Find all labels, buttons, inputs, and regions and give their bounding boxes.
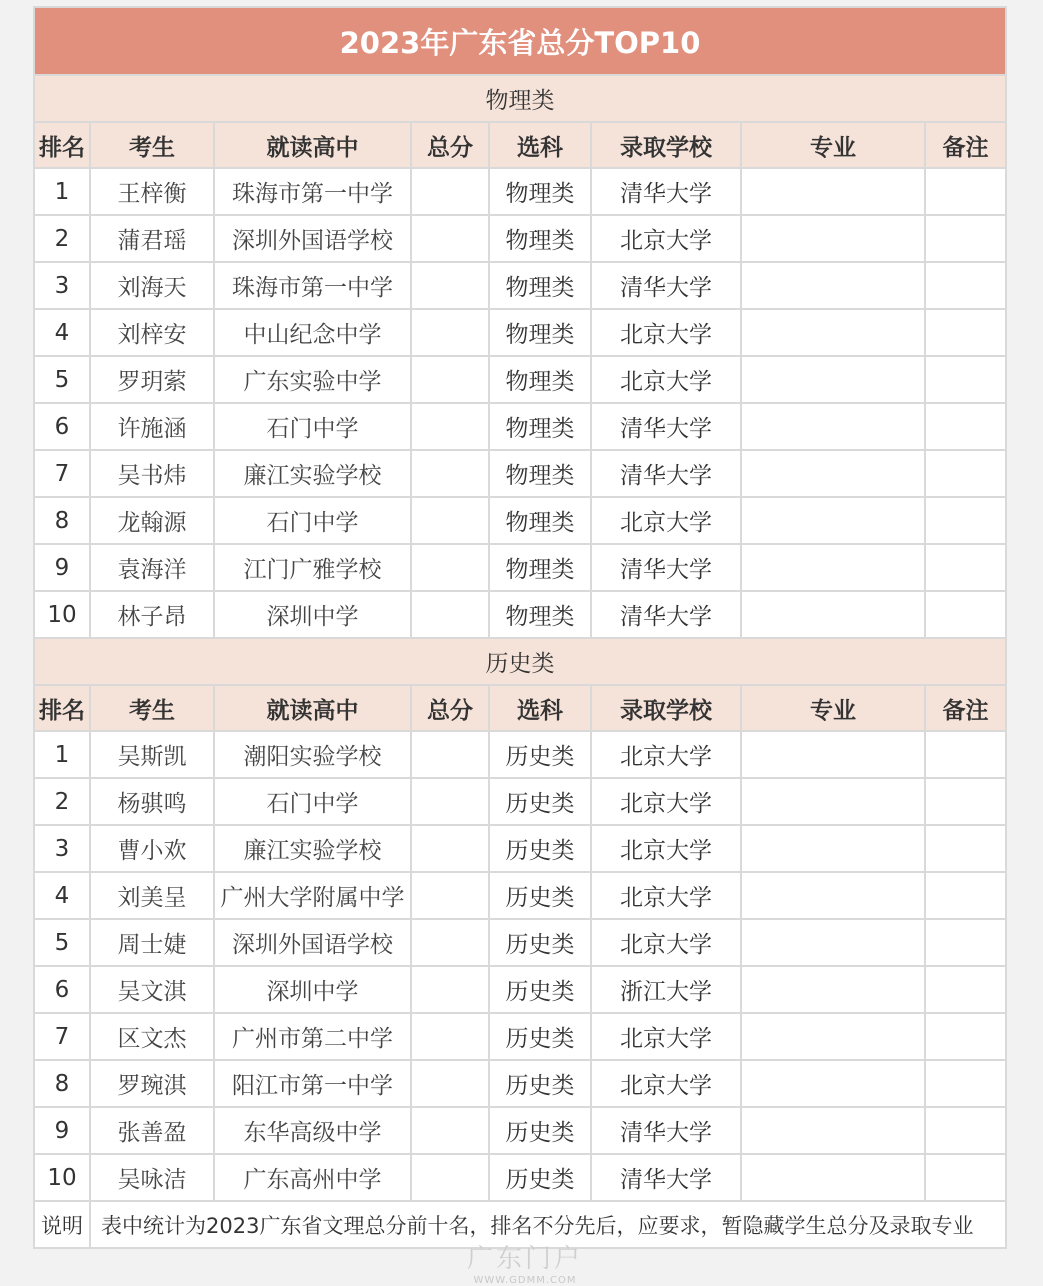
major-cell [741, 1013, 925, 1060]
column-header: 考生 [90, 685, 214, 731]
subject-cell: 物理类 [489, 591, 591, 638]
major-cell [741, 497, 925, 544]
school-cell: 深圳外国语学校 [214, 919, 411, 966]
column-header: 录取学校 [591, 122, 741, 168]
school-cell: 深圳外国语学校 [214, 215, 411, 262]
rank-cell: 2 [34, 778, 90, 825]
rank-cell: 1 [34, 168, 90, 215]
school-cell: 广东高州中学 [214, 1154, 411, 1201]
watermark [420, 1238, 630, 1286]
remark-cell [925, 356, 1006, 403]
name-cell: 许施涵 [90, 403, 214, 450]
school-cell: 广州市第二中学 [214, 1013, 411, 1060]
table-row [34, 450, 1006, 497]
rank-cell: 1 [34, 731, 90, 778]
school-cell: 深圳中学 [214, 966, 411, 1013]
name-cell: 吴文淇 [90, 966, 214, 1013]
major-cell [741, 356, 925, 403]
physics-column-header-row [34, 122, 1006, 168]
school-cell: 石门中学 [214, 778, 411, 825]
remark-cell [925, 544, 1006, 591]
university-cell: 北京大学 [591, 309, 741, 356]
table-row [34, 919, 1006, 966]
remark-cell [925, 872, 1006, 919]
subject-cell: 物理类 [489, 262, 591, 309]
major-cell [741, 591, 925, 638]
university-cell: 北京大学 [591, 872, 741, 919]
university-cell: 北京大学 [591, 778, 741, 825]
table-row [34, 872, 1006, 919]
remark-cell [925, 309, 1006, 356]
score-cell [411, 591, 489, 638]
university-cell: 清华大学 [591, 168, 741, 215]
university-cell: 浙江大学 [591, 966, 741, 1013]
remark-cell [925, 825, 1006, 872]
school-cell: 中山纪念中学 [214, 309, 411, 356]
table-row [34, 1107, 1006, 1154]
name-cell: 吴咏洁 [90, 1154, 214, 1201]
major-cell [741, 309, 925, 356]
score-cell [411, 1154, 489, 1201]
rank-cell: 5 [34, 356, 90, 403]
remark-cell [925, 403, 1006, 450]
remark-cell [925, 1154, 1006, 1201]
university-cell: 清华大学 [591, 1154, 741, 1201]
name-cell: 罗玥萦 [90, 356, 214, 403]
column-header: 就读高中 [214, 685, 411, 731]
remark-cell [925, 262, 1006, 309]
column-header: 专业 [741, 685, 925, 731]
rank-cell: 4 [34, 872, 90, 919]
remark-cell [925, 450, 1006, 497]
subject-cell: 物理类 [489, 497, 591, 544]
column-header: 就读高中 [214, 122, 411, 168]
rank-cell: 6 [34, 966, 90, 1013]
table-row [34, 1013, 1006, 1060]
name-cell: 刘海天 [90, 262, 214, 309]
table-row [34, 356, 1006, 403]
school-cell: 石门中学 [214, 497, 411, 544]
university-cell: 北京大学 [591, 215, 741, 262]
remark-cell [925, 1060, 1006, 1107]
major-cell [741, 731, 925, 778]
table-row [34, 215, 1006, 262]
university-cell: 北京大学 [591, 731, 741, 778]
column-header: 排名 [34, 685, 90, 731]
name-cell: 周士婕 [90, 919, 214, 966]
remark-cell [925, 1013, 1006, 1060]
name-cell: 张善盈 [90, 1107, 214, 1154]
remark-cell [925, 966, 1006, 1013]
school-cell: 深圳中学 [214, 591, 411, 638]
school-cell: 石门中学 [214, 403, 411, 450]
score-cell [411, 1060, 489, 1107]
score-cell [411, 450, 489, 497]
remark-cell [925, 215, 1006, 262]
remark-cell [925, 919, 1006, 966]
remark-cell [925, 591, 1006, 638]
score-cell [411, 309, 489, 356]
column-header: 排名 [34, 122, 90, 168]
subject-cell: 历史类 [489, 1107, 591, 1154]
score-cell [411, 356, 489, 403]
subject-cell: 历史类 [489, 872, 591, 919]
subject-cell: 物理类 [489, 168, 591, 215]
score-cell [411, 1107, 489, 1154]
name-cell: 曹小欢 [90, 825, 214, 872]
note-label: 说明 [34, 1201, 90, 1248]
name-cell: 杨骐鸣 [90, 778, 214, 825]
score-cell [411, 919, 489, 966]
table-row [34, 168, 1006, 215]
subject-cell: 历史类 [489, 1013, 591, 1060]
subject-cell: 历史类 [489, 1060, 591, 1107]
remark-cell [925, 731, 1006, 778]
school-cell: 广东实验中学 [214, 356, 411, 403]
rank-cell: 4 [34, 309, 90, 356]
name-cell: 龙翰源 [90, 497, 214, 544]
university-cell: 北京大学 [591, 919, 741, 966]
subject-cell: 物理类 [489, 544, 591, 591]
score-cell [411, 262, 489, 309]
rank-cell: 9 [34, 1107, 90, 1154]
university-cell: 清华大学 [591, 403, 741, 450]
school-cell: 东华高级中学 [214, 1107, 411, 1154]
name-cell: 刘梓安 [90, 309, 214, 356]
major-cell [741, 450, 925, 497]
table-row [34, 966, 1006, 1013]
rank-cell: 3 [34, 262, 90, 309]
major-cell [741, 403, 925, 450]
rank-cell: 8 [34, 497, 90, 544]
ranking-table [33, 6, 1007, 1249]
name-cell: 刘美呈 [90, 872, 214, 919]
major-cell [741, 1060, 925, 1107]
subject-cell: 物理类 [489, 309, 591, 356]
watermark-text: 广东门户 [466, 1244, 583, 1274]
name-cell: 罗琬淇 [90, 1060, 214, 1107]
school-cell: 廉江实验学校 [214, 825, 411, 872]
column-header: 总分 [411, 685, 489, 731]
subject-cell: 历史类 [489, 1154, 591, 1201]
university-cell: 北京大学 [591, 1013, 741, 1060]
score-cell [411, 168, 489, 215]
table-row [34, 778, 1006, 825]
subject-cell: 物理类 [489, 403, 591, 450]
name-cell: 蒲君瑶 [90, 215, 214, 262]
rank-cell: 5 [34, 919, 90, 966]
major-cell [741, 262, 925, 309]
major-cell [741, 168, 925, 215]
major-cell [741, 872, 925, 919]
school-cell: 广州大学附属中学 [214, 872, 411, 919]
ranking-table-container [33, 6, 1005, 1249]
subject-cell: 物理类 [489, 215, 591, 262]
column-header: 选科 [489, 122, 591, 168]
rank-cell: 6 [34, 403, 90, 450]
remark-cell [925, 497, 1006, 544]
table-row [34, 825, 1006, 872]
watermark-url: WWW.GDMM.COM [473, 1275, 577, 1286]
score-cell [411, 731, 489, 778]
school-cell: 潮阳实验学校 [214, 731, 411, 778]
table-row [34, 1154, 1006, 1201]
school-cell: 珠海市第一中学 [214, 168, 411, 215]
university-cell: 清华大学 [591, 450, 741, 497]
rank-cell: 9 [34, 544, 90, 591]
table-row [34, 731, 1006, 778]
score-cell [411, 825, 489, 872]
name-cell: 吴斯凯 [90, 731, 214, 778]
subject-cell: 历史类 [489, 919, 591, 966]
score-cell [411, 497, 489, 544]
physics-section-header: 物理类 [34, 75, 1006, 122]
rank-cell: 2 [34, 215, 90, 262]
rank-cell: 8 [34, 1060, 90, 1107]
column-header: 考生 [90, 122, 214, 168]
rank-cell: 10 [34, 1154, 90, 1201]
major-cell [741, 1154, 925, 1201]
table-row [34, 591, 1006, 638]
name-cell: 王梓衡 [90, 168, 214, 215]
column-header: 备注 [925, 685, 1006, 731]
major-cell [741, 825, 925, 872]
subject-cell: 历史类 [489, 731, 591, 778]
name-cell: 林子昂 [90, 591, 214, 638]
subject-cell: 历史类 [489, 825, 591, 872]
university-cell: 北京大学 [591, 825, 741, 872]
name-cell: 袁海洋 [90, 544, 214, 591]
university-cell: 清华大学 [591, 544, 741, 591]
subject-cell: 物理类 [489, 450, 591, 497]
table-title: 2023年广东省总分TOP10 [34, 7, 1006, 75]
score-cell [411, 966, 489, 1013]
major-cell [741, 544, 925, 591]
university-cell: 北京大学 [591, 497, 741, 544]
major-cell [741, 215, 925, 262]
column-header: 选科 [489, 685, 591, 731]
school-cell: 阳江市第一中学 [214, 1060, 411, 1107]
score-cell [411, 544, 489, 591]
score-cell [411, 778, 489, 825]
table-row [34, 544, 1006, 591]
name-cell: 区文杰 [90, 1013, 214, 1060]
history-section-header: 历史类 [34, 638, 1006, 685]
note-text: 表中统计为2023广东省文理总分前十名，排名不分先后，应要求，暂隐藏学生总分及录取专业 [90, 1201, 1006, 1248]
rank-cell: 7 [34, 450, 90, 497]
rank-cell: 10 [34, 591, 90, 638]
school-cell: 珠海市第一中学 [214, 262, 411, 309]
score-cell [411, 1013, 489, 1060]
school-cell: 廉江实验学校 [214, 450, 411, 497]
major-cell [741, 966, 925, 1013]
score-cell [411, 215, 489, 262]
name-cell: 吴书炜 [90, 450, 214, 497]
column-header: 录取学校 [591, 685, 741, 731]
university-cell: 北京大学 [591, 356, 741, 403]
column-header: 总分 [411, 122, 489, 168]
remark-cell [925, 778, 1006, 825]
column-header: 专业 [741, 122, 925, 168]
university-cell: 清华大学 [591, 1107, 741, 1154]
score-cell [411, 403, 489, 450]
university-cell: 北京大学 [591, 1060, 741, 1107]
subject-cell: 历史类 [489, 966, 591, 1013]
history-column-header-row [34, 685, 1006, 731]
table-row [34, 262, 1006, 309]
remark-cell [925, 1107, 1006, 1154]
major-cell [741, 919, 925, 966]
column-header: 备注 [925, 122, 1006, 168]
rank-cell: 3 [34, 825, 90, 872]
table-row [34, 403, 1006, 450]
score-cell [411, 872, 489, 919]
subject-cell: 历史类 [489, 778, 591, 825]
major-cell [741, 778, 925, 825]
rank-cell: 7 [34, 1013, 90, 1060]
university-cell: 清华大学 [591, 591, 741, 638]
remark-cell [925, 168, 1006, 215]
table-row [34, 1060, 1006, 1107]
table-row [34, 309, 1006, 356]
university-cell: 清华大学 [591, 262, 741, 309]
table-row [34, 497, 1006, 544]
major-cell [741, 1107, 925, 1154]
subject-cell: 物理类 [489, 356, 591, 403]
school-cell: 江门广雅学校 [214, 544, 411, 591]
